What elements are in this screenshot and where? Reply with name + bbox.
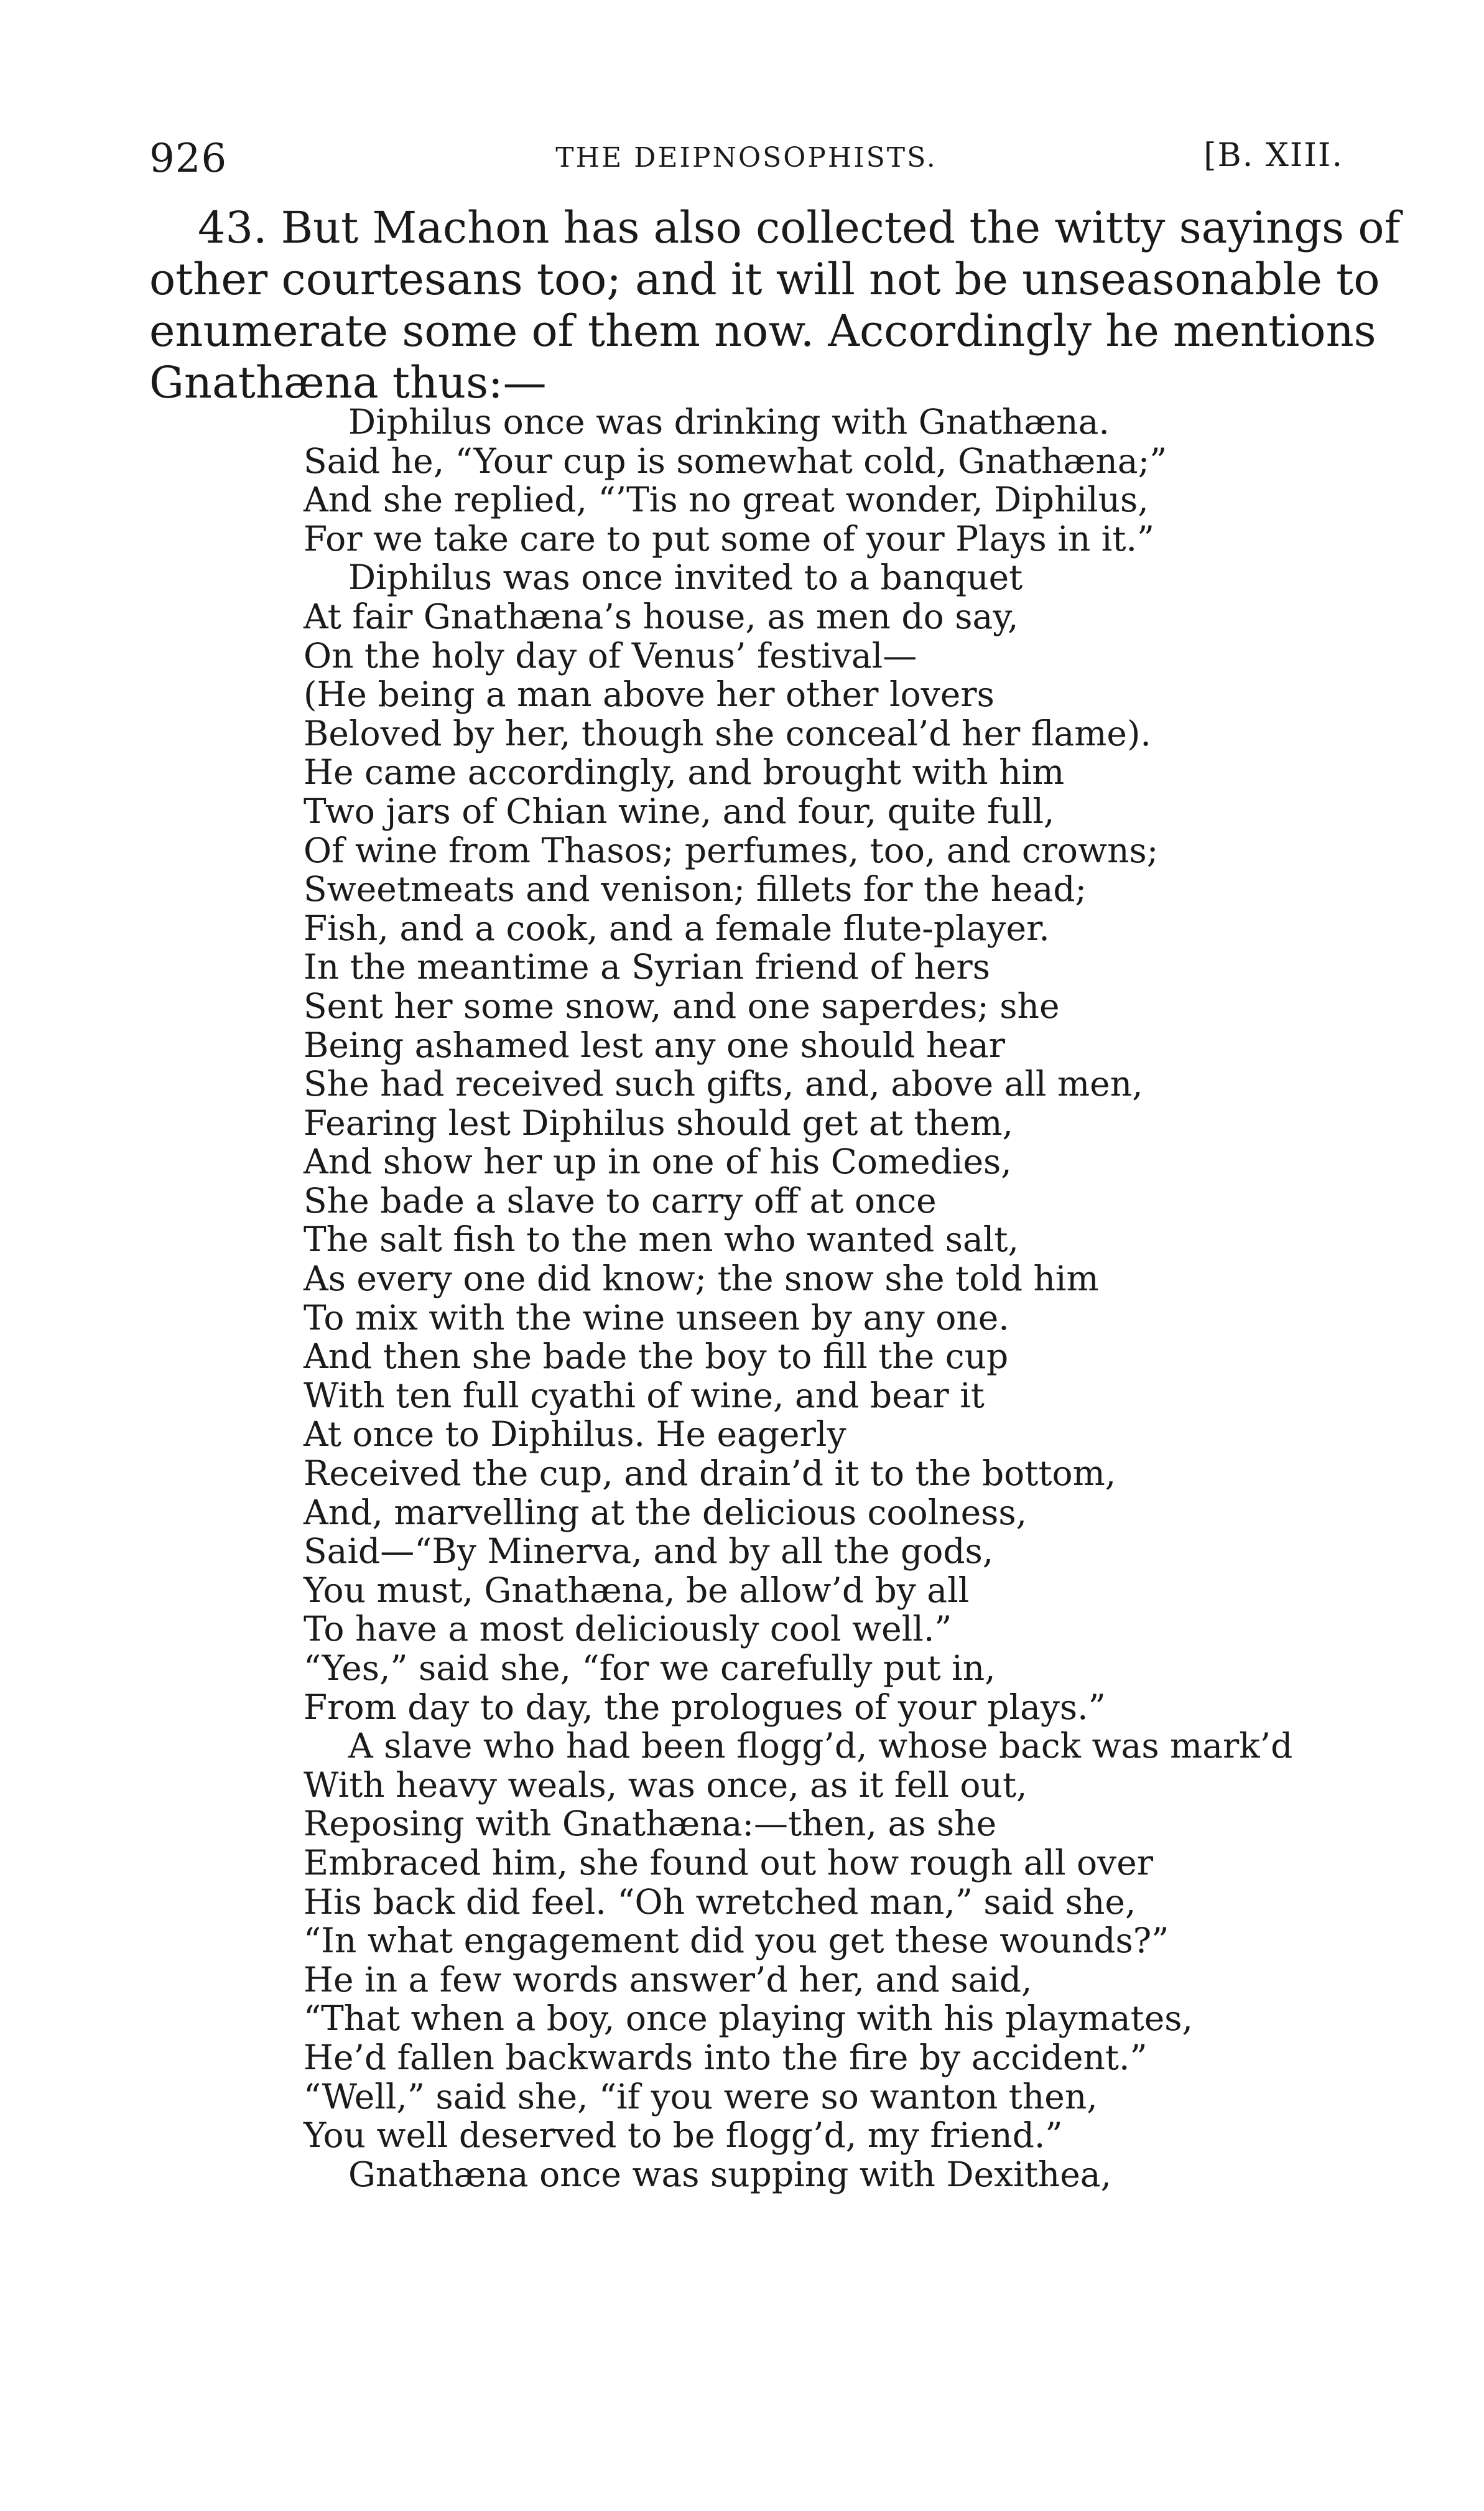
verse-line: You must, Gnathæna, be allow’d by all: [304, 1570, 970, 1610]
verse-line: As every one did know; the snow she told him: [304, 1259, 1099, 1299]
page-header: [149, 136, 1343, 185]
prose-paragraph: [149, 202, 1401, 409]
verse-line: “In what engagement did you get these wounds?”: [304, 1921, 1169, 1961]
verse-line: And, marvelling at the delicious coolness,: [304, 1492, 1027, 1532]
verse-line: His back did feel. “Oh wretched man,” said she,: [304, 1881, 1136, 1922]
verse-line: “Yes,” said she, “for we carefully put in,: [304, 1648, 996, 1688]
verse-line: The salt fish to the men who wanted salt,: [304, 1219, 1019, 1260]
verse-line: Reposing with Gnathæna:—then, as she: [304, 1804, 997, 1844]
verse-line: She had received such gifts, and, above all men,: [304, 1064, 1143, 1104]
verse-block: [304, 403, 1361, 2194]
verse-line: He’d fallen backwards into the fire by accident.”: [304, 2037, 1148, 2077]
verse-line: At once to Diphilus. He eagerly: [304, 1414, 846, 1455]
prose-line: 43. But Machon has also collected the witty sayings of: [198, 202, 1401, 253]
verse-line: Diphilus was once invited to a banquet: [348, 557, 1023, 598]
verse-line: In the meantime a Syrian friend of hers: [304, 947, 990, 987]
running-title: THE DEIPNOSOPHISTS.: [555, 142, 937, 174]
verse-line: Diphilus once was drinking with Gnathæna.: [348, 402, 1110, 442]
verse-line: “Well,” said she, “if you were so wanton then,: [304, 2076, 1098, 2117]
verse-line: He in a few words answer’d her, and said,: [304, 1959, 1032, 2000]
verse-line: To mix with the wine unseen by any one.: [304, 1297, 1009, 1338]
verse-line: “That when a boy, once playing with his playmates,: [304, 1998, 1193, 2039]
prose-line: enumerate some of them now. Accordingly he mentions: [149, 305, 1376, 356]
page-number: 926: [149, 136, 228, 182]
prose-line: Gnathæna thus:—: [149, 357, 547, 408]
book-label: [B. XIII.: [1203, 137, 1343, 174]
verse-line: With heavy weals, was once, as it fell out,: [304, 1764, 1027, 1805]
verse-line: Two jars of Chian wine, and four, quite full,: [304, 791, 1055, 831]
verse-line: On the holy day of Venus’ festival—: [304, 635, 917, 676]
verse-line: Fearing lest Diphilus should get at them,: [304, 1102, 1013, 1143]
verse-line: To have a most deliciously cool well.”: [304, 1609, 952, 1649]
verse-line: At fair Gnathæna’s house, as men do say,: [304, 596, 1019, 636]
verse-line: And show her up in one of his Comedies,: [304, 1142, 1012, 1182]
verse-line: Received the cup, and drain’d it to the bottom,: [304, 1453, 1116, 1494]
verse-line: With ten full cyathi of wine, and bear it: [304, 1375, 985, 1415]
verse-line: Said he, “Your cup is somewhat cold, Gnathæna;”: [304, 440, 1167, 481]
verse-line: Sweetmeats and venison; fillets for the head;: [304, 869, 1087, 910]
verse-line: Said—“By Minerva, and by all the gods,: [304, 1531, 994, 1572]
verse-line: And then she bade the boy to fill the cup: [304, 1336, 1009, 1377]
verse-line: A slave who had been flogg’d, whose back was mark’d: [348, 1726, 1293, 1766]
verse-line: Gnathæna once was supping with Dexithea,: [348, 2154, 1112, 2194]
verse-line: From day to day, the prologues of your plays.”: [304, 1687, 1106, 1727]
verse-line: Beloved by her, though she conceal’d her flame).: [304, 713, 1151, 753]
verse-line: And she replied, “’Tis no great wonder, Diphilus,: [304, 480, 1149, 520]
verse-line: Being ashamed lest any one should hear: [304, 1025, 1006, 1065]
verse-line: Fish, and a cook, and a female flute-player.: [304, 908, 1050, 948]
verse-line: Of wine from Thasos; perfumes, too, and crowns;: [304, 830, 1159, 870]
verse-line: He came accordingly, and brought with him: [304, 752, 1065, 793]
verse-line: (He being a man above her other lovers: [304, 674, 995, 715]
verse-line: For we take care to put some of your Plays in it.”: [304, 518, 1155, 559]
verse-line: She bade a slave to carry off at once: [304, 1180, 937, 1221]
verse-line: You well deserved to be flogg’d, my friend.”: [304, 2115, 1063, 2156]
verse-line: Sent her some snow, and one saperdes; she: [304, 985, 1060, 1026]
prose-line: other courtesans too; and it will not be unseasonable to: [149, 254, 1380, 305]
verse-line: Embraced him, she found out how rough all over: [304, 1842, 1154, 1883]
